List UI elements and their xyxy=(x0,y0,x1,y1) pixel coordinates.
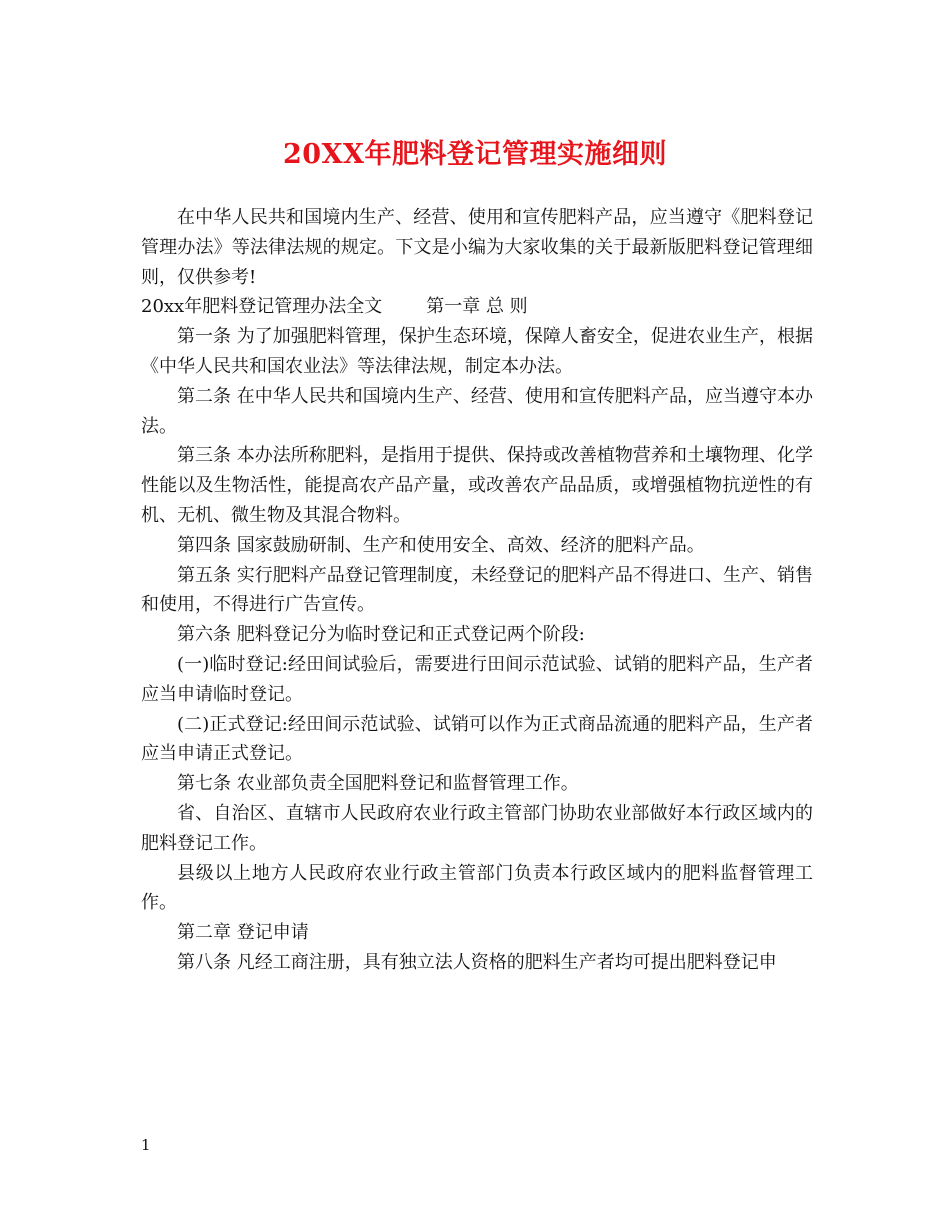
chapter-two-heading: 第二章 登记申请 xyxy=(177,922,309,944)
article-3: 第三条 本办法所称肥料，是指用于提供、保持或改善植物营养和土壤物理、化学性能以及生物活性，能提高农产品产量，或改善农产品品质，或增强植物抗逆性的有机、无机、微生物及其混合物料。 xyxy=(141,445,813,526)
article-7-clause-2: 省、自治区、直辖市人民政府农业行政主管部门协助农业部做好本行政区域内的肥料登记工作。 xyxy=(141,802,813,854)
chapter-heading-line xyxy=(141,292,813,322)
article-5: 第五条 实行肥料产品登记管理制度，未经登记的肥料产品不得进口、生产、销售和使用，不得进行广告宣传。 xyxy=(141,564,813,616)
article-2: 第二条 在中华人民共和国境内生产、经营、使用和宣传肥料产品，应当遵守本办法。 xyxy=(141,385,813,437)
document-body xyxy=(141,203,813,978)
intro-paragraph: 在中华人民共和国境内生产、经营、使用和宣传肥料产品，应当遵守《肥料登记管理办法》等法律法规的规定。下文是小编为大家收集的关于最新版肥料登记管理细则，仅供参考! xyxy=(141,207,813,288)
chapter-one-title: 第一章 总 则 xyxy=(426,296,528,318)
article-1: 第一条 为了加强肥料管理，保护生态环境，保障人畜安全，促进农业生产，根据《中华人民共和国农业法》等法律法规，制定本办法。 xyxy=(141,326,813,377)
page-number: 1 xyxy=(141,1136,151,1154)
article-4: 第四条 国家鼓励研制、生产和使用安全、高效、经济的肥料产品。 xyxy=(177,534,705,556)
article-8: 第八条 凡经工商注册，具有独立法人资格的肥料生产者均可提出肥料登记申 xyxy=(177,951,777,973)
document-title: 20XX年肥料登记管理实施细则 xyxy=(283,139,667,170)
article-6-item-1: (一)临时登记:经田间试验后，需要进行田间示范试验、试销的肥料产品，生产者应当申请临时登记。 xyxy=(141,653,813,705)
article-6-item-2: (二)正式登记:经田间示范试验、试销可以作为正式商品流通的肥料产品，生产者应当申请正式登记。 xyxy=(141,713,813,765)
article-7-clause-3: 县级以上地方人民政府农业行政主管部门负责本行政区域内的肥料监督管理工作。 xyxy=(141,862,813,914)
law-title: 20xx年肥料登记管理办法全文 xyxy=(141,296,383,318)
article-6: 第六条 肥料登记分为临时登记和正式登记两个阶段: xyxy=(177,624,585,646)
article-7: 第七条 农业部负责全国肥料登记和监督管理工作。 xyxy=(177,773,579,795)
